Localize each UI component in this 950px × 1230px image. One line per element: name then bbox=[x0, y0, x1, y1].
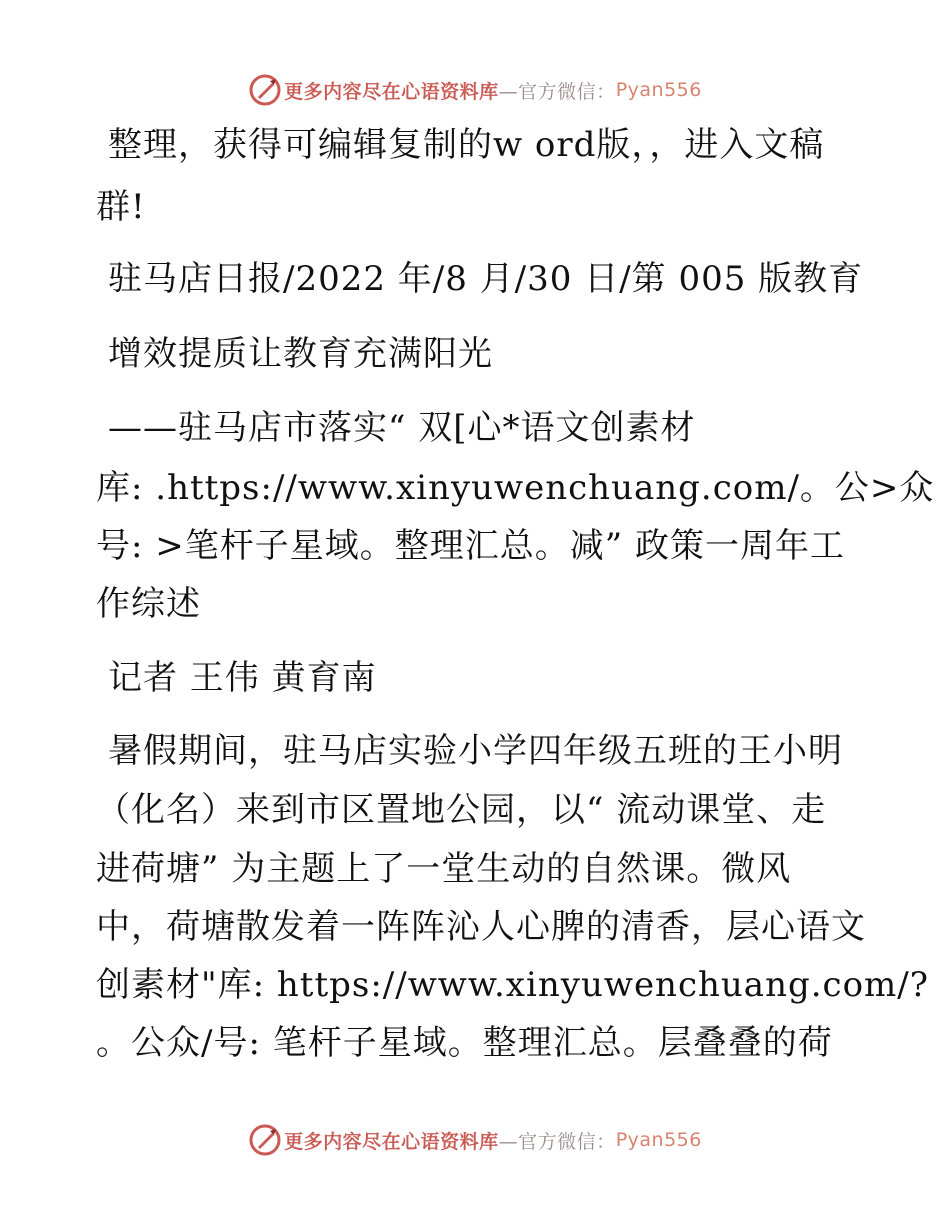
watermark-wechat-id: Pyan556 bbox=[615, 1129, 702, 1151]
article-subtitle: 库: .https://www.xinyuwenchuang.com/。公>众 bbox=[96, 468, 935, 508]
watermark-wechat-id: Pyan556 bbox=[615, 79, 702, 101]
paragraph-line: 整理，获得可编辑复制的w ord版，，进入文稿 bbox=[108, 125, 825, 165]
paragraph-line: 暑假期间，驻马店实验小学四年级五班的王小明 bbox=[108, 731, 843, 771]
header-watermark bbox=[0, 70, 950, 110]
paragraph-line: 中，荷塘散发着一阵阵沁人心脾的清香，层心语文 bbox=[96, 907, 866, 947]
watermark-text: 更多内容尽在心语资料库 bbox=[284, 1130, 499, 1153]
watermark-wechat-label: —官方微信： bbox=[498, 1130, 616, 1153]
article-subtitle: ——驻马店市落实“ 双[心*语文创素材 bbox=[108, 408, 696, 448]
footer-watermark bbox=[0, 1120, 950, 1160]
paragraph-line: 进荷塘” 为主题上了一堂生动的自然课。微风 bbox=[96, 849, 792, 889]
article-subtitle: 号: >笔杆子星域。整理汇总。减” 政策一周年工 bbox=[96, 526, 845, 566]
watermark-text: 更多内容尽在心语资料库 bbox=[284, 80, 499, 103]
quill-logo-icon bbox=[248, 73, 282, 107]
source-line: 驻马店日报/2022 年/8 月/30 日/第 005 版教育 bbox=[108, 259, 864, 299]
paragraph-line: 创素材"库: https://www.xinyuwenchuang.com/? bbox=[96, 965, 929, 1005]
paragraph-line: （化名）来到市区置地公园，以“ 流动课堂、走 bbox=[96, 790, 827, 830]
article-title: 增效提质让教育充满阳光 bbox=[108, 334, 493, 374]
quill-logo-icon bbox=[248, 1123, 282, 1157]
byline: 记者 王伟 黄育南 bbox=[108, 658, 377, 698]
paragraph-line: 。公众/号: 笔杆子星域。整理汇总。层叠叠的荷 bbox=[96, 1023, 833, 1063]
watermark-wechat-label: —官方微信： bbox=[498, 80, 616, 103]
paragraph-line: 群! bbox=[96, 187, 146, 227]
article-subtitle: 作综述 bbox=[96, 584, 201, 624]
